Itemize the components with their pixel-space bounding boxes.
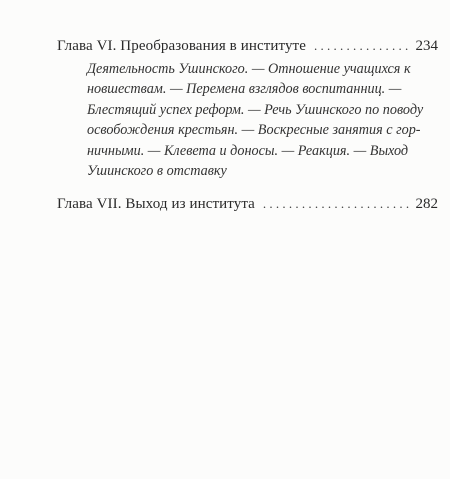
chapter-7-title: Глава VII. Выход из института [57,196,255,213]
chapter-6-page-number: 234 [415,38,438,54]
chapter-6-summary [87,59,438,181]
summary-line: Деятельность Ушинского. — Отношение учащихся к [87,61,411,77]
dot-leader [314,36,411,56]
dot-leader [263,194,411,214]
summary-line: Блестящий успех реформ. — Речь Ушинского по поводу [87,101,424,118]
summary-line: ничными. — Клевета и доносы. — Реакция. — Выход [87,142,409,159]
summary-line: новшествам. — Перемена взглядов воспитанниц. — [87,81,402,98]
table-of-contents [57,36,438,214]
summary-line: освобождения крестьян. — Воскресные занятия с гор- [87,122,421,139]
chapter-7-page-number: 282 [415,196,438,213]
toc-entry-chapter-6 [57,36,438,56]
chapter-6-title: Глава VI. Преобразования в институте [57,38,306,54]
summary-line: Ушинского в отставку [87,163,227,180]
toc-entry-chapter-7 [57,194,438,214]
